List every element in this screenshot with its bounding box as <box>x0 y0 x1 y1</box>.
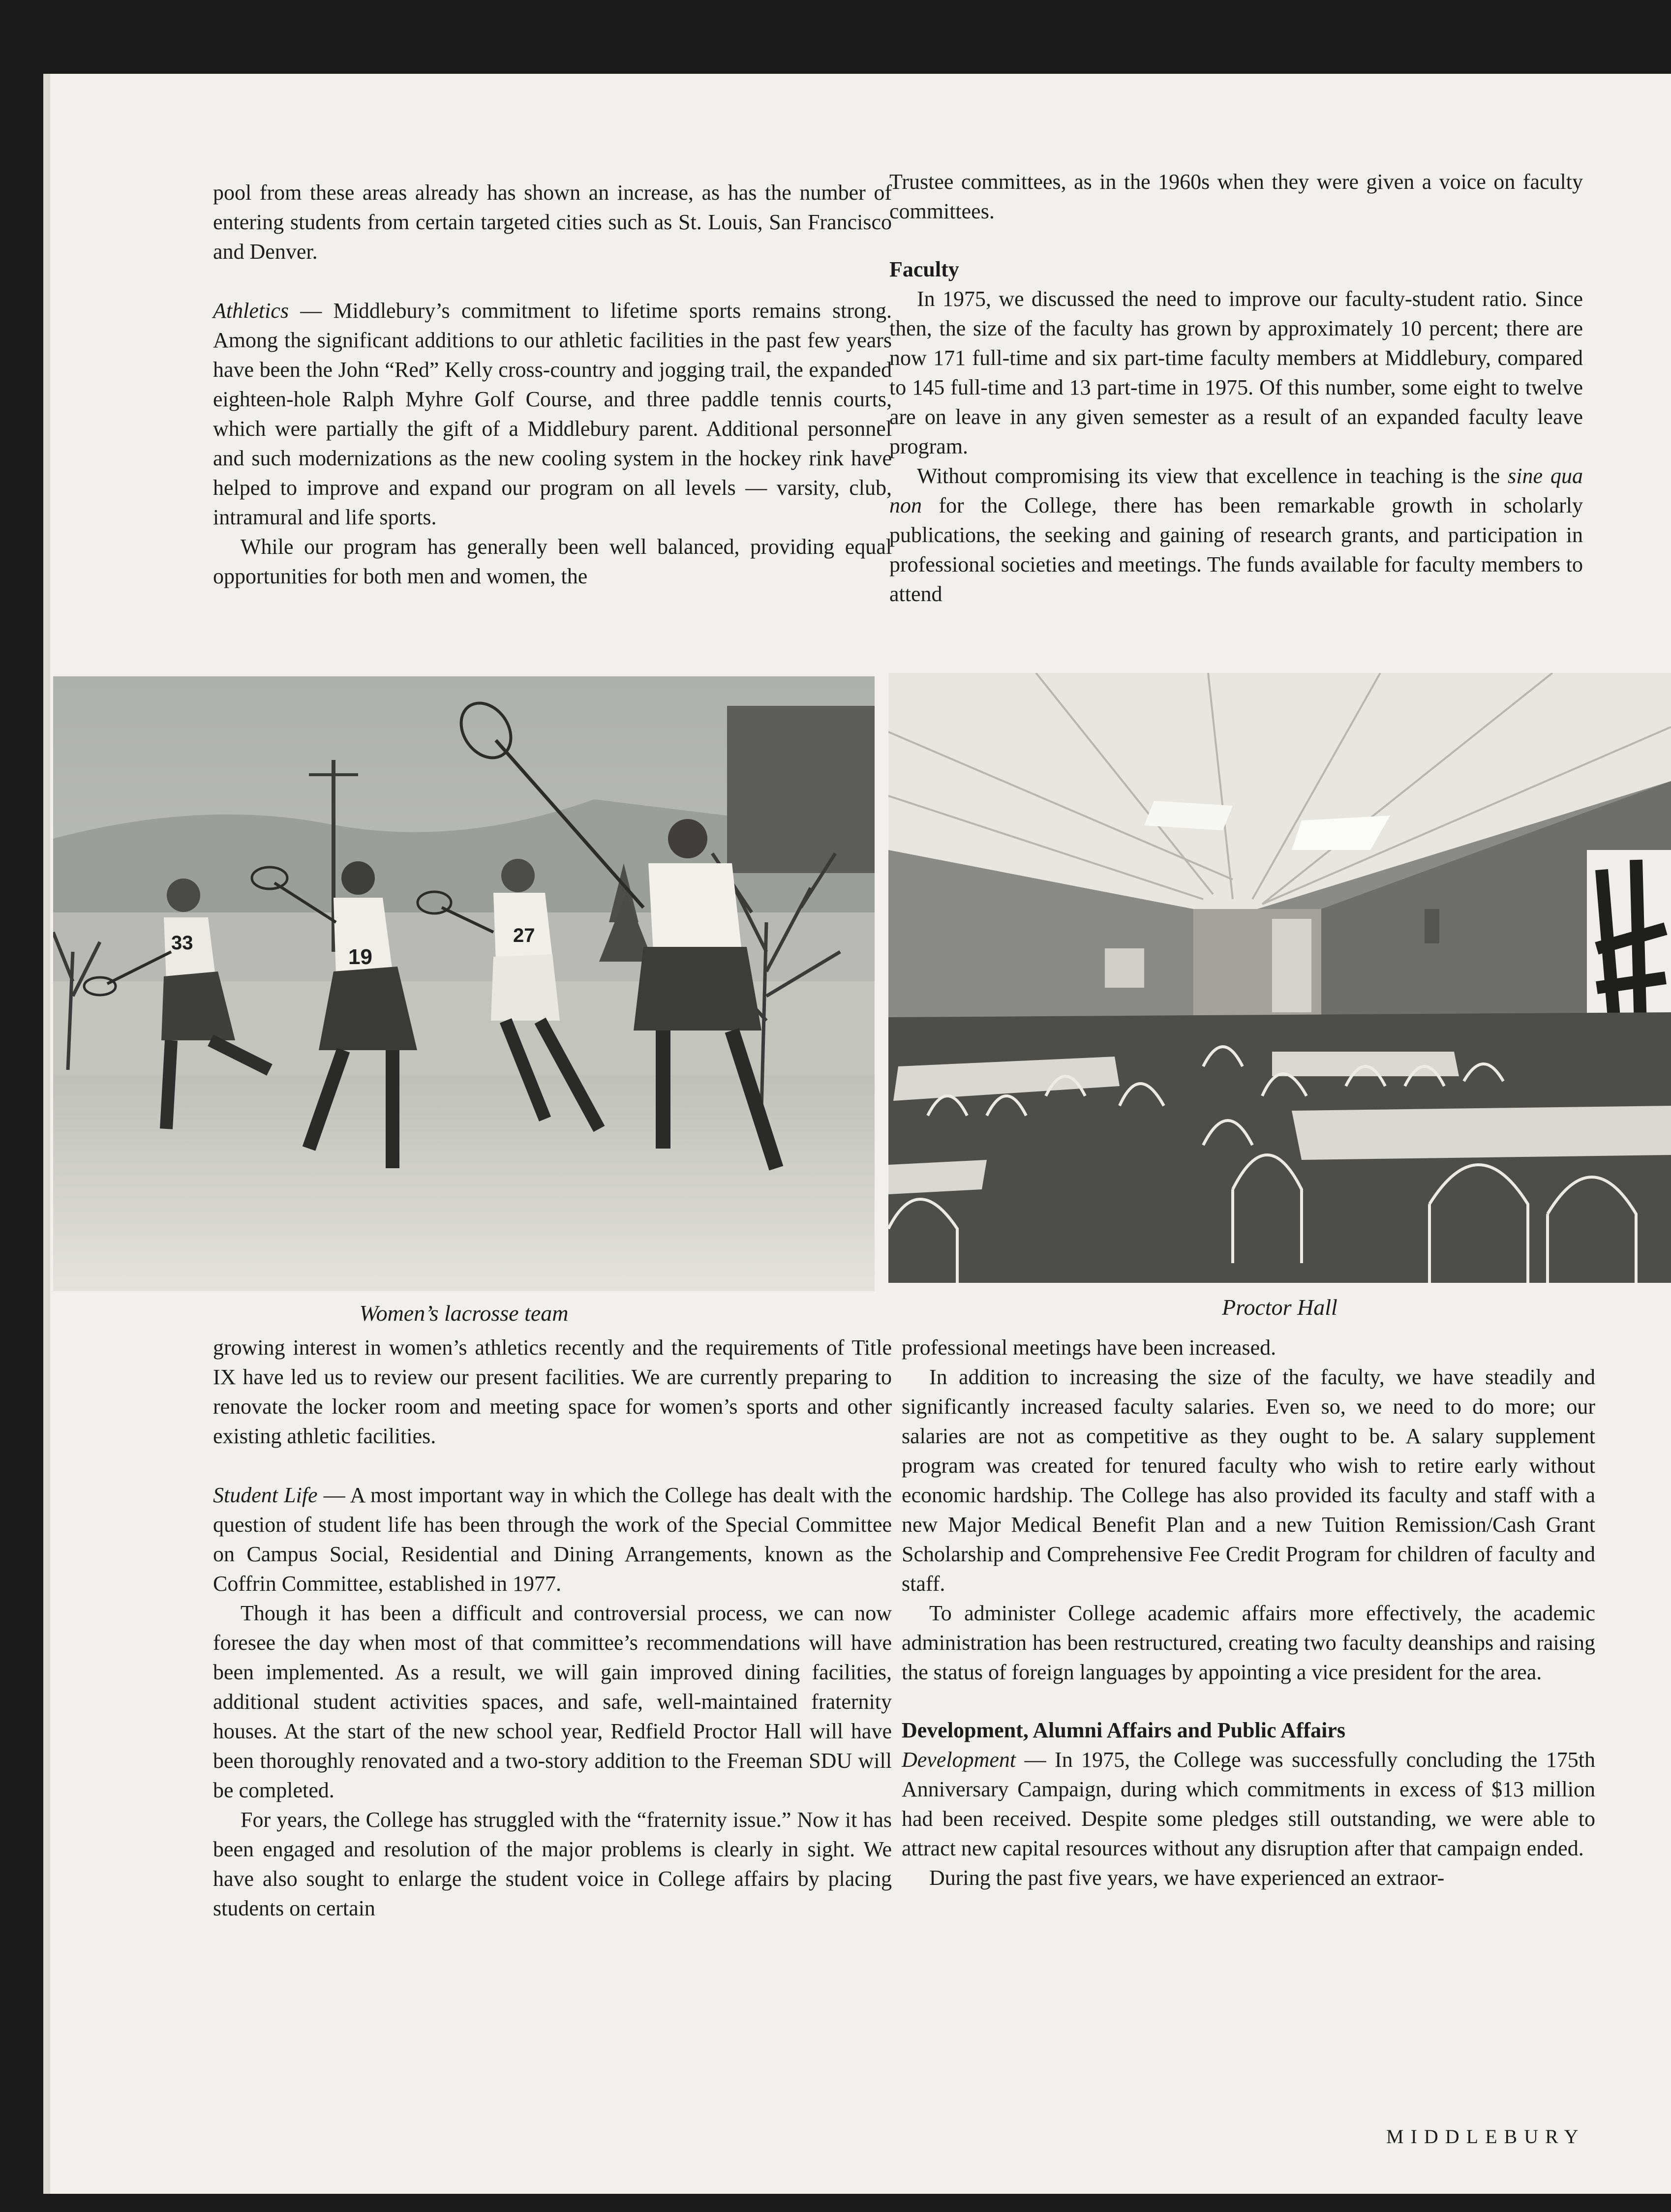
paragraph <box>889 284 1583 461</box>
italic-run: Student Life <box>213 1483 318 1507</box>
text-run: — Middlebury’s commitment to lifetime sports remains strong. Among the significant additions to our athletic facilities in the past few years have been the John “Red” Kelly cross-country and jogging trail, the expanded eighteen-hole Ralph Myhre Golf Course, and three paddle tennis courts, which were partially the gift of a Middlebury parent. Additional personnel and such modernizations as the new cooling system in the hockey rink have helped to improve and expand our program on all levels — varsity, club, intramural and life sports. <box>213 299 892 529</box>
paragraph <box>213 1805 892 1923</box>
text-run: pool from these areas already has shown an increase, as has the number of entering students from certain targeted cities such as St. Louis, San Francisco and Denver. <box>213 181 892 264</box>
column-1-bottom <box>213 1333 892 1923</box>
jersey-number-27: 27 <box>513 925 535 946</box>
paragraph <box>213 1481 892 1599</box>
column-1-top <box>213 178 892 591</box>
text-run: To administer College academic affairs more effectively, the academic administration has been restructured, creating two faculty deanships and raising the status of foreign languages by appointing a vice president for the area. <box>902 1601 1595 1684</box>
lacrosse-caption: Women’s lacrosse team <box>359 1301 569 1326</box>
text-run: — In 1975, the College was successfully concluding the 175th Anniversary Campaign, during which commitments in excess of $13 million had been received. Despite some pledges still outstanding, we were able to attract new capital resources without any disruption after that campaign ended. <box>902 1748 1595 1860</box>
text-run: While our program has generally been well balanced, providing equal opportunities for both men and women, the <box>213 535 892 588</box>
paragraph <box>213 1599 892 1805</box>
lacrosse-photo <box>53 676 875 1291</box>
section-heading: Development, Alumni Affairs and Public Affairs <box>902 1718 1346 1742</box>
jersey-number-19: 19 <box>348 945 372 969</box>
paragraph <box>902 1863 1595 1893</box>
text-run: Though it has been a difficult and controversial process, we can now foresee the day when most of that committee’s recommendations will have been implemented. As a result, we will gain improved dining facilities, additional student activities spaces, and safe, well-maintained fraternity houses. At the start of the new school year, Redfield Proctor Hall will have been thoroughly renovated and a two-story addition to the Freeman SDU will be completed. <box>213 1601 892 1802</box>
text-run: During the past five years, we have experienced an extraor- <box>929 1866 1445 1890</box>
text-run: For years, the College has struggled with the “fraternity issue.” Now it has been engaged and resolution of the major problems is clearly in sight. We have also sought to enlarge the student voice in College affairs by placing students on certain <box>213 1808 892 1920</box>
column-2-bottom <box>902 1333 1595 1893</box>
paragraph <box>889 461 1583 609</box>
proctor-hall-photo <box>888 673 1671 1283</box>
paragraph <box>902 1745 1595 1863</box>
jersey-number-33: 33 <box>171 932 193 954</box>
italic-run: sine qua non <box>889 464 1583 517</box>
page-footer: MIDDLEBURY <box>1386 2125 1585 2148</box>
paragraph <box>213 296 892 532</box>
paragraph <box>902 1363 1595 1599</box>
paragraph <box>889 167 1583 226</box>
text-run: — A most important way in which the College has dealt with the question of student life has been through the work of the Special Committee on Campus Social, Residential and Dining Arrangements, known as the Coffrin Committee, established in 1977. <box>213 1483 892 1596</box>
paragraph <box>213 1333 892 1451</box>
italic-run: Development <box>902 1748 1016 1772</box>
column-2-top <box>889 167 1583 609</box>
section-heading: Faculty <box>889 257 959 281</box>
text-run: In 1975, we discussed the need to improve our faculty-student ratio. Since then, the size of the faculty has grown by approximately 10 percent; there are now 171 full-time and six part-time faculty members at Middlebury, compared to 145 full-time and 13 part-time in 1975. Of this number, some eight to twelve are on leave in any given semester as a result of an expanded faculty leave program. <box>889 287 1583 458</box>
text-run: professional meetings have been increased. <box>902 1335 1276 1360</box>
text-run: Without compromising its view that excellence in teaching is the <box>917 464 1508 488</box>
proctor-hall-caption: Proctor Hall <box>1222 1295 1337 1320</box>
paragraph <box>902 1599 1595 1687</box>
paragraph <box>902 1333 1595 1363</box>
text-run: growing interest in women’s athletics recently and the requirements of Title IX have led us to review our present facilities. We are currently preparing to renovate the locker room and meeting space for women’s sports and other existing athletic facilities. <box>213 1335 892 1448</box>
italic-run: Athletics <box>213 299 289 323</box>
paragraph <box>213 178 892 267</box>
magazine-page <box>43 74 1671 2194</box>
text-run: Trustee committees, as in the 1960s when they were given a voice on faculty committees. <box>889 170 1583 223</box>
paragraph <box>213 532 892 591</box>
text-run: In addition to increasing the size of the faculty, we have steadily and significantly increased faculty salaries. Even so, we need to do more; our salaries are not as competitive as they ought to be. A salary supplement program was created for tenured faculty who wish to retire early without economic hardship. The College has also provided its faculty and staff with a new Major Medical Benefit Plan and a new Tuition Remission/Cash Grant Scholarship and Comprehensive Fee Credit Program for children of faculty and staff. <box>902 1365 1595 1596</box>
text-run: for the College, there has been remarkable growth in scholarly publications, the seeking and gaining of research grants, and participation in professional societies and meetings. The funds available for faculty members to attend <box>889 493 1583 606</box>
